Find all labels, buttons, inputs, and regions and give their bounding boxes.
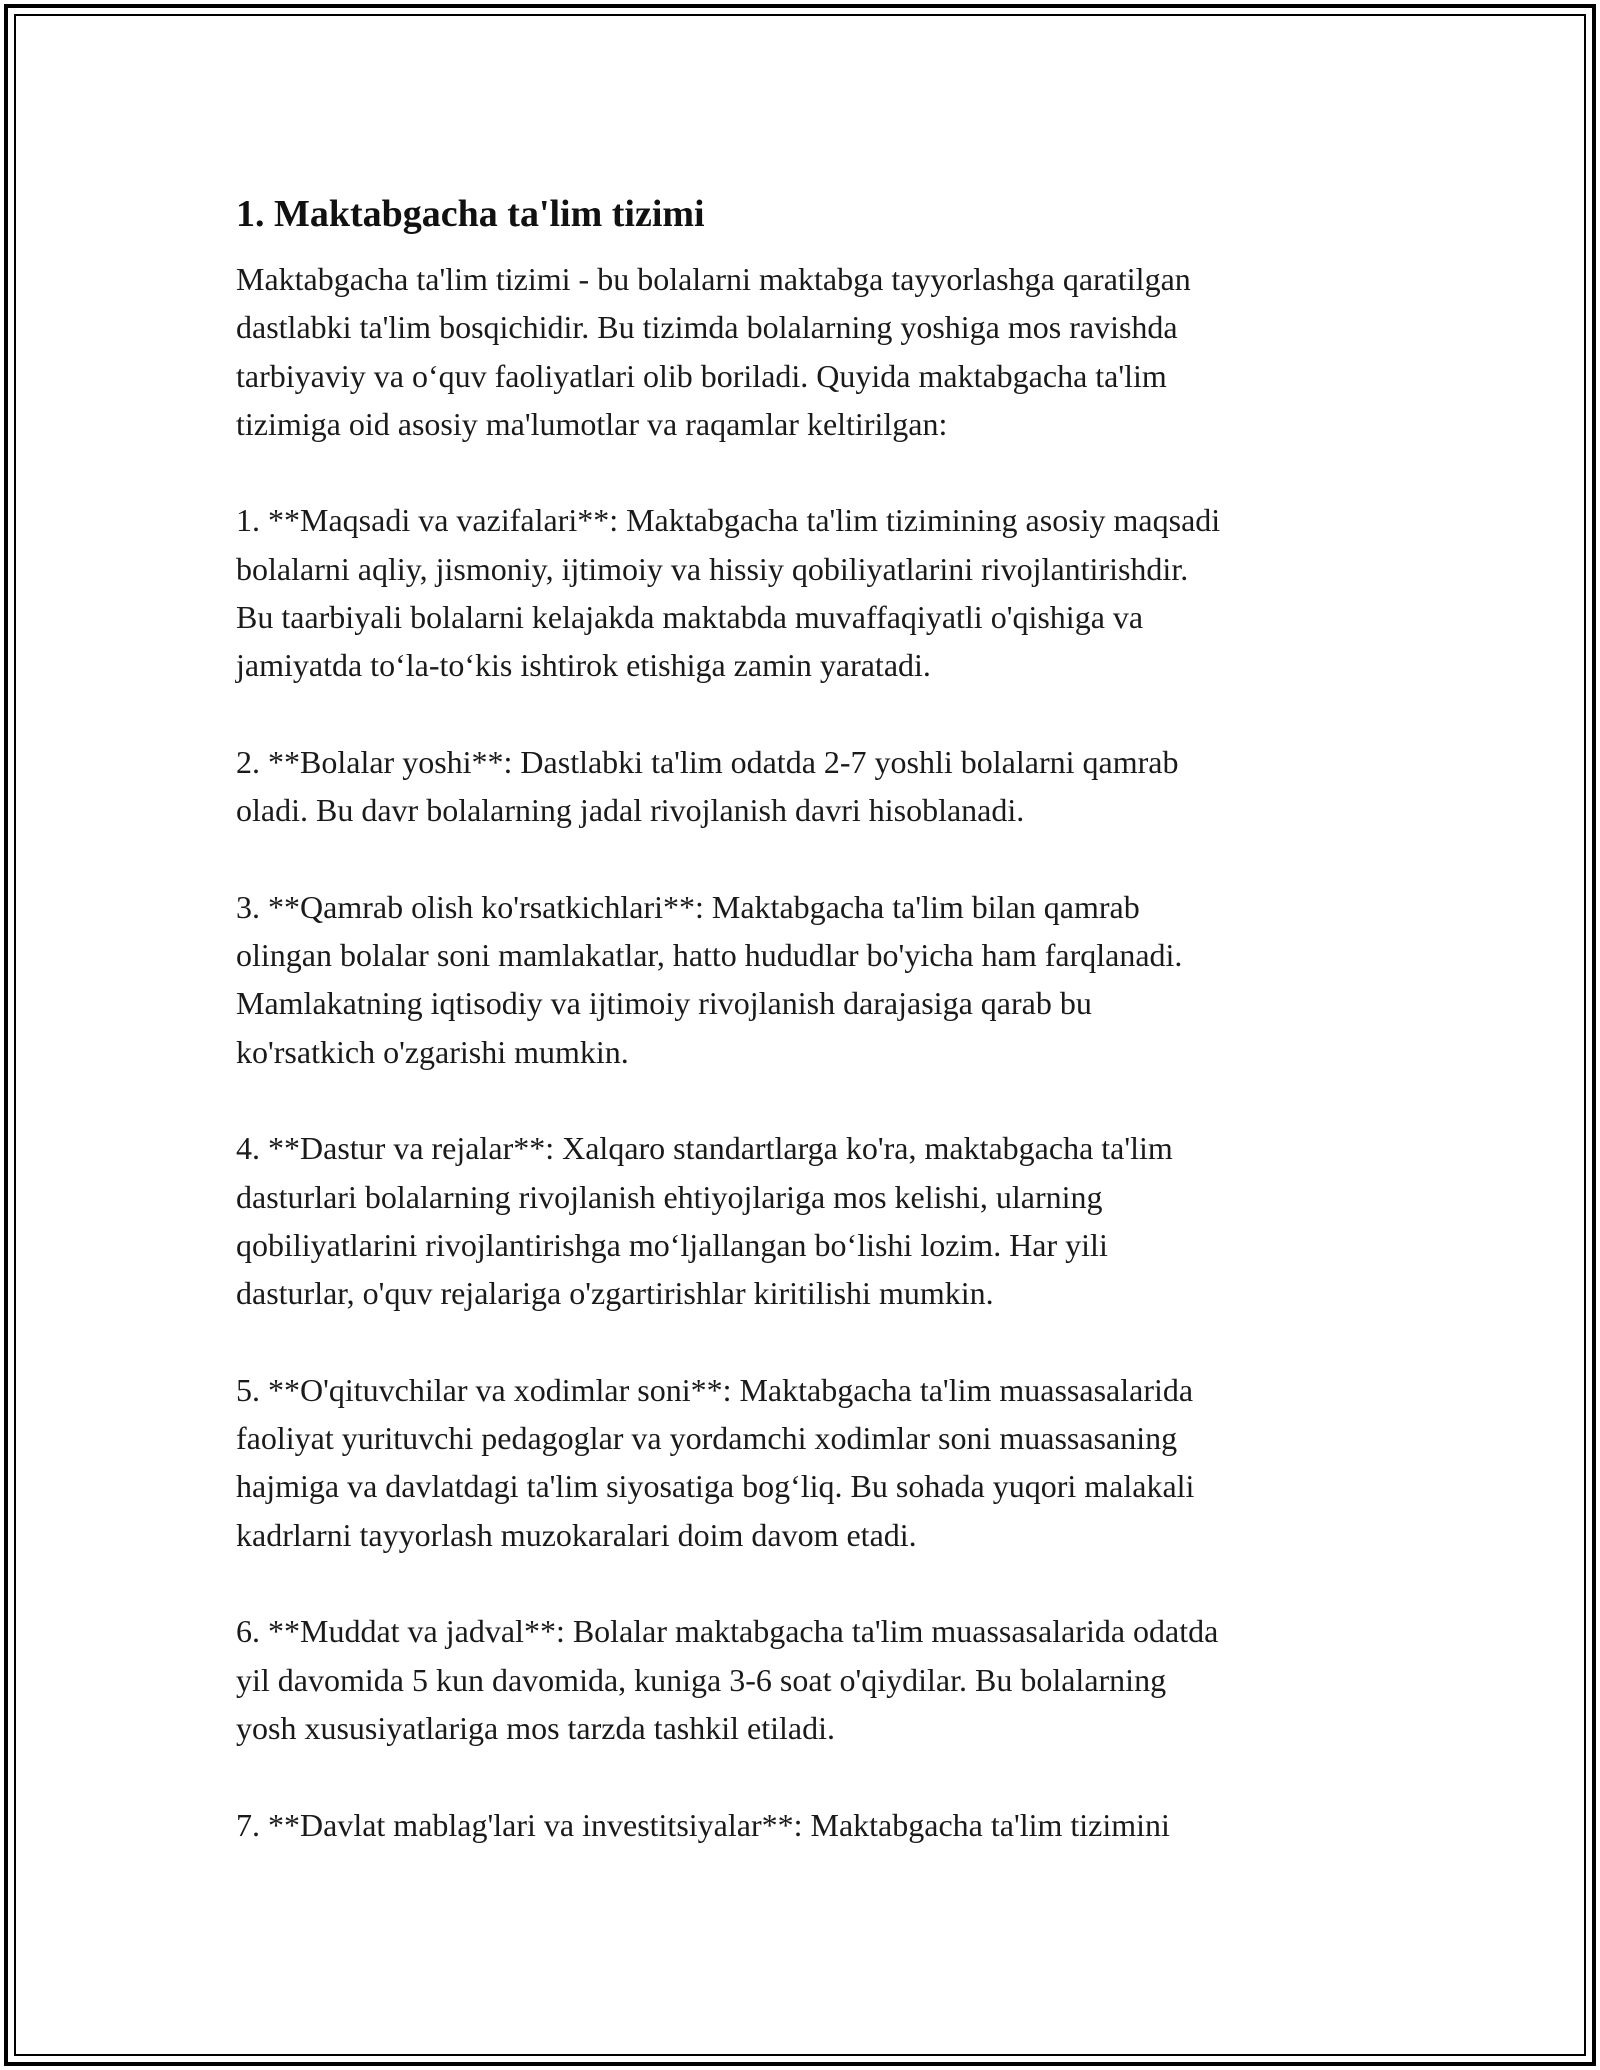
text-line: kadrlarni tayyorlash muzokaralari doim davom etadi. (236, 1516, 917, 1553)
text-line: 3. **Qamrab olish ko'rsatkichlari**: Maktabgacha ta'lim bilan qamrab (236, 888, 1140, 925)
text-line: jamiyatda to‘la-to‘kis ishtirok etishiga zamin yaratadi. (236, 647, 931, 684)
text-block (236, 255, 1386, 1849)
text-line: Bu taarbiyali bolalarni kelajakda maktabda muvaffaqiyatli o'qishiga va (236, 599, 1144, 636)
text-line: hajmiga va davlatdagi ta'lim siyosatiga bog‘liq. Bu sohada yuqori malakali (236, 1468, 1195, 1505)
text-line: oladi. Bu davr bolalarning jadal rivojlanish davri hisoblanadi. (236, 792, 1025, 829)
text-line: yosh xususiyatlariga mos tarzda tashkil etiladi. (236, 1709, 835, 1746)
blank-line (236, 1318, 1386, 1366)
text-line: 2. **Bolalar yoshi**: Dastlabki ta'lim odatda 2-7 yoshli bolalarni qamrab (236, 743, 1179, 780)
text-line: Mamlakatning iqtisodiy va ijtimoiy rivojlanish darajasiga qarab bu (236, 985, 1092, 1022)
text-line: Maktabgacha ta'lim tizimi - bu bolalarni maktabga tayyorlashga qaratilgan (236, 261, 1191, 297)
text-line: tizimiga oid asosiy ma'lumotlar va raqamlar keltirilgan: (236, 405, 948, 442)
blank-line (236, 835, 1386, 883)
blank-line (236, 1752, 1386, 1800)
text-line: dasturlari bolalarning rivojlanish ehtiyojlariga mos kelishi, ularning (236, 1178, 1103, 1215)
section-heading: 1. Maktabgacha ta'lim tizimi (236, 193, 705, 235)
text-line: yil davomida 5 kun davomida, kuniga 3-6 soat o'qiydilar. Bu bolalarning (236, 1661, 1167, 1698)
text-line: dastlabki ta'lim bosqichidir. Bu tizimda bolalarning yoshiga mos ravishda (236, 309, 1178, 346)
text-line: qobiliyatlarini rivojlantirishga mo‘ljallangan bo‘lishi lozim. Har yili (236, 1226, 1108, 1263)
blank-line (236, 448, 1386, 496)
text-line: 4. **Dastur va rejalar**: Xalqaro standartlarga ko'ra, maktabgacha ta'lim (236, 1130, 1173, 1167)
blank-line (236, 1559, 1386, 1607)
text-line: bolalarni aqliy, jismoniy, ijtimoiy va hissiy qobiliyatlarini rivojlantirishdir. (236, 550, 1189, 587)
blank-line (236, 690, 1386, 738)
text-line: 7. **Davlat mablag'lari va investitsiyalar**: Maktabgacha ta'lim tizimini (236, 1806, 1170, 1843)
text-line: 6. **Muddat va jadval**: Bolalar maktabgacha ta'lim muassasalarida odatda (236, 1613, 1219, 1650)
text-line: 5. **O'qituvchilar va xodimlar soni**: Maktabgacha ta'lim muassasalarida (236, 1371, 1194, 1408)
document-body (236, 186, 1386, 1849)
text-line: ko'rsatkich o'zgarishi mumkin. (236, 1033, 629, 1070)
text-line: olingan bolalar soni mamlakatlar, hatto hududlar bo'yicha ham farqlanadi. (236, 937, 1183, 974)
text-line: tarbiyaviy va o‘quv faoliyatlari olib boriladi. Quyida maktabgacha ta'lim (236, 357, 1167, 394)
text-line: dasturlar, o'quv rejalariga o'zgartirishlar kiritilishi mumkin. (236, 1275, 994, 1312)
blank-line (236, 1076, 1386, 1124)
text-line: faoliyat yurituvchi pedagoglar va yordamchi xodimlar soni muassasaning (236, 1420, 1178, 1457)
text-line: 1. **Maqsadi va vazifalari**: Maktabgacha ta'lim tizimining asosiy maqsadi (236, 502, 1221, 539)
